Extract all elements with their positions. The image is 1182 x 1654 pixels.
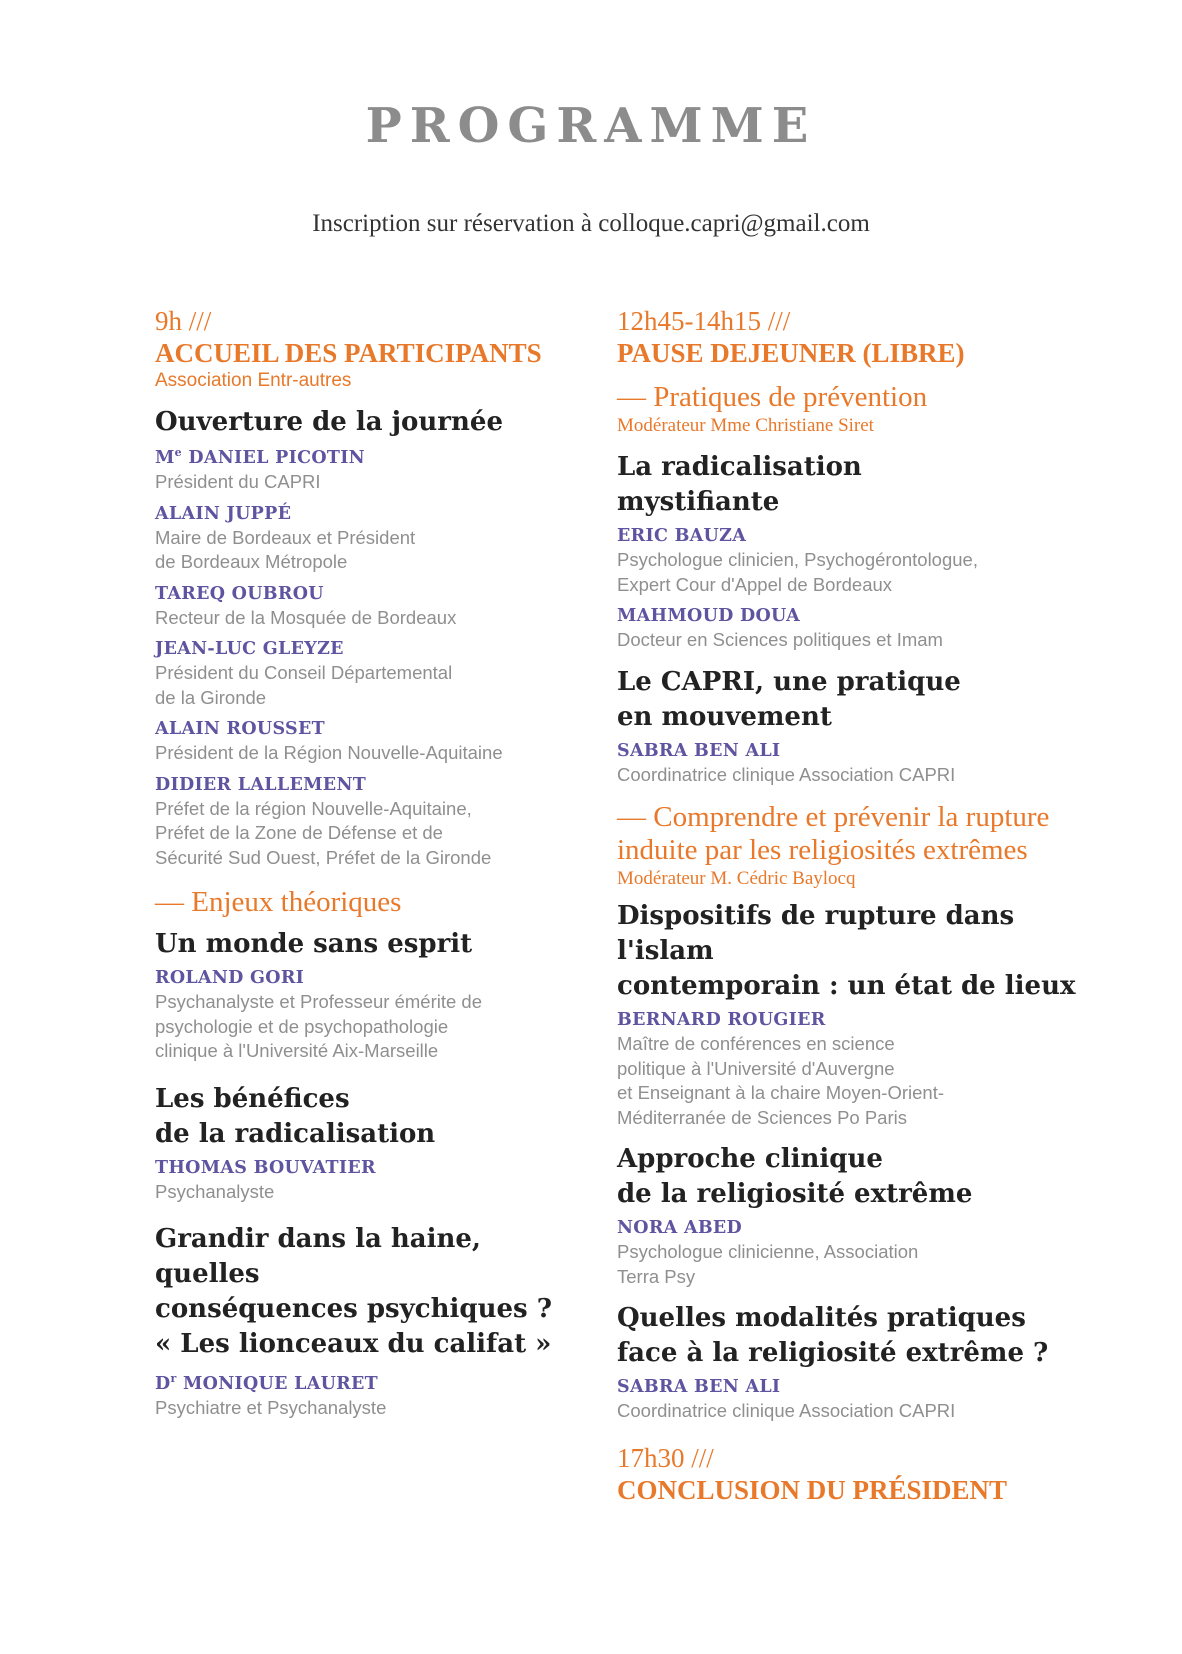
- speaker-block: [155, 502, 575, 575]
- speaker-role: Psychiatre et Psychanalyste: [155, 1397, 387, 1418]
- speaker-name: $D^r$ MONIQUE LAURET: [155, 1372, 378, 1394]
- talk-block: [155, 1082, 575, 1205]
- moderator: Modérateur Mme Christiane Siret: [617, 415, 874, 436]
- speaker-role: Psychologue clinicien, Psychogérontologue, Expert Cour d'Appel de Bordeaux: [617, 549, 978, 595]
- speaker-block: [155, 446, 575, 495]
- speaker-role: Maire de Bordeaux et Président de Bordeaux Métropole: [155, 526, 416, 572]
- speaker-name: Me DANIEL PICOTIN: [155, 446, 365, 468]
- talk-title: Grandir dans la haine, quelles conséquences psychiques ? « Les lionceaux du califat »: [155, 1224, 552, 1359]
- speaker-role: Psychanalyste: [155, 1180, 275, 1202]
- opening-title: ACCUEIL DES PARTICIPANTS: [155, 338, 542, 368]
- speaker-role: Maître de conférences en science politique à l'Université d'Auvergne et Enseignant à la chaire Moyen-Orient- Méditerranée de Sciences Po Paris: [617, 1033, 945, 1128]
- talk-title: Quelles modalités pratiques face à la religiosité extrême ?: [617, 1303, 1049, 1368]
- speaker-role: Préfet de la région Nouvelle-Aquitaine, Préfet de la Zone de Défense et de Sécurité Sud Ouest, Préfet de la Gironde: [155, 797, 492, 868]
- ouverture-title: Ouverture de la journée: [155, 407, 503, 437]
- section-enjeux-theoriques: — Enjeux théoriques: [155, 886, 402, 918]
- speaker-name: ALAIN ROUSSET: [155, 719, 325, 739]
- right-column: [617, 305, 1087, 1506]
- speaker-role: Président du Conseil Départemental de la Gironde: [155, 662, 453, 708]
- section-pratiques-prevention: — Pratiques de prévention: [617, 381, 928, 413]
- inscription-text: Inscription sur réservation à colloque.capri@gmail.com: [312, 210, 870, 237]
- speaker-role: Psychologue clinicienne, Association Terra Psy: [617, 1241, 919, 1287]
- speaker-role: Président de la Région Nouvelle-Aquitaine: [155, 742, 503, 763]
- lunch-time: 12h45-14h15 ///: [617, 306, 791, 336]
- talk-block: [617, 1301, 1087, 1424]
- left-column: [155, 305, 575, 1421]
- talk-block: [155, 1222, 575, 1421]
- speaker-name: JEAN-LUC GLEYZE: [155, 639, 344, 659]
- talk-title: Approche clinique de la religiosité extrême: [617, 1144, 973, 1209]
- speaker-role: Coordinatrice clinique Association CAPRI: [617, 1400, 956, 1421]
- speaker-block: [155, 773, 575, 871]
- talk-title: Un monde sans esprit: [155, 929, 473, 959]
- talk-block: [617, 450, 1087, 653]
- speaker-role: Coordinatrice clinique Association CAPRI: [617, 763, 956, 785]
- speaker-block: [155, 717, 575, 766]
- ouverture-speaker-list: [155, 446, 575, 870]
- speaker-name: MAHMOUD DOUA: [617, 606, 800, 626]
- speaker-name: SABRA BEN ALI: [617, 1377, 781, 1397]
- opening-org: Association Entr-autres: [155, 370, 352, 391]
- talk-block: [617, 899, 1087, 1130]
- speaker-name: ALAIN JUPPÉ: [155, 503, 292, 524]
- talk-title: Dispositifs de rupture dans l'islam contemporain : un état de lieux: [617, 901, 1076, 1001]
- talk-title: Le CAPRI, une pratique en mouvement: [617, 666, 961, 732]
- speaker-name: TAREQ OUBROU: [155, 583, 324, 604]
- speaker-block: [155, 582, 575, 631]
- speaker-block: [155, 637, 575, 710]
- speaker-role: Recteur de la Mosquée de Bordeaux: [155, 606, 457, 628]
- speaker-name: THOMAS BOUVATIER: [155, 1157, 376, 1178]
- page-title: PROGRAMME: [365, 98, 817, 154]
- moderator: Modérateur M. Cédric Baylocq: [617, 868, 856, 889]
- closing-title: CONCLUSION DU PRÉSIDENT: [617, 1474, 1008, 1505]
- talk-block: [617, 665, 1087, 788]
- speaker-name: SABRA BEN ALI: [617, 740, 781, 761]
- talk-title: Les bénéfices de la radicalisation: [155, 1083, 436, 1149]
- talk-block: [617, 1142, 1087, 1289]
- speaker-role: Président du CAPRI: [155, 471, 321, 492]
- speaker-name: DIDIER LALLEMENT: [155, 774, 367, 795]
- speaker-name: ROLAND GORI: [155, 968, 305, 988]
- speaker-name: BERNARD ROUGIER: [617, 1010, 826, 1030]
- closing-time: 17h30 ///: [617, 1442, 714, 1473]
- talk-title: La radicalisation mystifiante: [617, 452, 862, 517]
- speaker-name: NORA ABED: [617, 1218, 743, 1238]
- speaker-role: Psychanalyste et Professeur émérite de psychologie et de psychopathologie clinique à l'Université Aix-Marseille: [155, 991, 482, 1061]
- opening-time: 9h ///: [155, 306, 212, 336]
- talk-block: [155, 927, 575, 1064]
- lunch-title: PAUSE DEJEUNER (LIBRE): [617, 338, 965, 368]
- speaker-role: Docteur en Sciences politiques et Imam: [617, 629, 943, 650]
- section-comprendre-prevenir: — Comprendre et prévenir la rupture induite par les religiosités extrêmes: [617, 801, 1050, 866]
- speaker-name: ERIC BAUZA: [617, 526, 747, 546]
